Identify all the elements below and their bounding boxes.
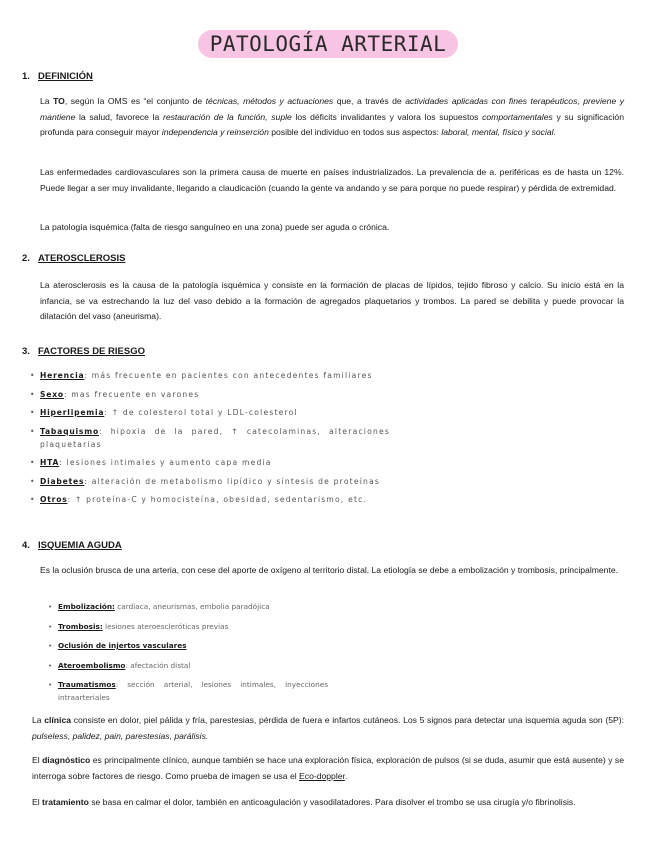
text-run: es principalmente clínico, aunque también se hace una exploración física, exploración de pulsos (si se duda, asumir que está ausente) y se interroga sobre factores de riesgo. Como prueba de imagen se usa el bbox=[32, 755, 624, 781]
italic-phrase: comportamentales bbox=[482, 111, 553, 122]
list-item bbox=[48, 620, 328, 633]
definicion-paragraph-1 bbox=[40, 94, 624, 141]
text-run: La bbox=[40, 96, 54, 106]
section-heading-aterosclerosis bbox=[22, 253, 125, 264]
page-title: PATOLOGÍA ARTERIAL bbox=[198, 30, 459, 58]
list-item-text: : ↑ de colesterol total y LDL-colesterol bbox=[104, 408, 298, 417]
section-number: 4. bbox=[22, 540, 30, 551]
section-number: 1. bbox=[22, 71, 30, 82]
list-item bbox=[48, 600, 328, 613]
section-number: 2. bbox=[22, 253, 30, 264]
bold-term: clínica bbox=[44, 715, 72, 725]
list-item-text: : hipoxia de la pared, ↑ catecolaminas, alteraciones plaquetarias bbox=[40, 426, 390, 449]
list-item-term: Sexo bbox=[40, 389, 64, 399]
list-item-text: lesiones ateroescleróticas previas bbox=[102, 621, 229, 631]
list-item-text: : mas frecuente en varones bbox=[63, 389, 200, 399]
text-run: , según la OMS es “el conjunto de bbox=[64, 96, 206, 106]
list-item bbox=[30, 456, 390, 469]
section-title: DEFINICIÓN bbox=[38, 71, 93, 82]
list-item-term: HTA bbox=[40, 458, 60, 467]
text-run: La bbox=[32, 715, 45, 725]
section-number: 3. bbox=[22, 346, 30, 357]
definicion-paragraph-2: Las enfermedades cardiovasculares son la primera causa de muerte en países industrializados. La prevalencia de a. periféricas es de hasta un 12%. Puede llegar a ser muy invalidante, llegando a claudicación (cuando la gente va andando y se para porque no puede respirar) y pérdida de extremidad. bbox=[40, 167, 624, 193]
list-item-term: Tabaquismo bbox=[40, 426, 99, 436]
list-item-term: Oclusión de injertos vasculares bbox=[58, 641, 187, 650]
bold-term: TO bbox=[53, 96, 65, 106]
aterosclerosis-paragraph: La aterosclerosis es la causa de la patología isquémica y consiste en la formación de placas de lípidos, tejido fibroso y calcio. Su inicio está en la infancia, se va estrechando la luz del vaso debido a la formación de agregados plaquetarios y trombos. La pared se debilita y puede provocar la dilatación del vaso (aneurisma). bbox=[40, 280, 624, 321]
italic-phrase: actividades aplicadas con fines terapéuticos, previene y mantiene bbox=[40, 96, 625, 122]
text-run: y su significación profunda para conseguir mayor bbox=[40, 111, 624, 137]
list-item bbox=[30, 493, 390, 506]
list-item-text: cardiaca, aneurismas, embolia paradójica bbox=[114, 602, 270, 611]
bold-term: tratamiento bbox=[42, 797, 89, 807]
list-item-text: : lesiones intimales y aumento capa media bbox=[59, 458, 272, 467]
underlined-term: Eco-doppler bbox=[299, 770, 345, 781]
definicion-paragraph-3: La patología isquémica (falta de riesgo sanguíneo en una zona) puede ser aguda o crónica. bbox=[40, 222, 390, 232]
list-item bbox=[30, 406, 390, 419]
italic-phrase: pulseless, palidez, pain, parestesias, parálisis. bbox=[32, 730, 209, 741]
tratamiento-paragraph bbox=[32, 795, 624, 811]
text-run: posible del individuo en todos sus aspectos: bbox=[268, 127, 442, 137]
list-item-text: : afectación distal bbox=[125, 660, 191, 670]
clinica-paragraph bbox=[32, 713, 624, 744]
title-banner bbox=[0, 30, 656, 58]
isquemia-paragraph-1: Es la oclusión brusca de una arteria, con cese del aporte de oxígeno al territorio distal. La etiología se debe a embolización y trombosis, principalmente. bbox=[40, 565, 619, 575]
list-item bbox=[30, 475, 390, 488]
text-run: . bbox=[344, 770, 348, 781]
list-item-term: Otros bbox=[40, 495, 68, 504]
etiology-list bbox=[48, 600, 328, 711]
italic-phrase: técnicas, métodos y actuaciones bbox=[205, 96, 334, 106]
list-item-term: Hiperlipemia bbox=[40, 408, 105, 417]
italic-phrase: independencia y reinserción bbox=[161, 127, 269, 137]
list-item-term: Embolización: bbox=[58, 602, 115, 611]
risk-factor-list bbox=[30, 369, 390, 512]
bold-term: diagnóstico bbox=[42, 755, 91, 765]
text-run: El bbox=[32, 797, 43, 807]
list-item-text: : alteración de metabolismo lipídico y síntesis de proteínas bbox=[84, 476, 381, 486]
list-item-text: : sección arterial, lesiones intimales, inyecciones intraarteriales bbox=[58, 680, 328, 702]
list-item bbox=[30, 388, 390, 401]
text-run: consiste en dolor, piel pálida y fría, parestesias, pérdida de fuera e infartos cutáneos. Los 5 signos para detectar una isquemia aguda son (5P): bbox=[71, 715, 624, 725]
section-title: ATEROSCLEROSIS bbox=[38, 253, 126, 264]
text-run: que, a través de bbox=[333, 96, 406, 106]
list-item bbox=[48, 659, 328, 672]
list-item-term: Trombosis: bbox=[58, 621, 103, 631]
text-run: El bbox=[32, 755, 43, 765]
section-title: FACTORES DE RIESGO bbox=[38, 346, 145, 357]
list-item-term: Diabetes bbox=[40, 476, 85, 486]
text-run: los déficits invalidantes y valora los supuestos bbox=[291, 111, 483, 122]
list-item-term: Herencia bbox=[40, 371, 85, 380]
list-item bbox=[48, 639, 328, 652]
italic-phrase: laboral, mental, físico y social. bbox=[441, 127, 556, 137]
section-title: ISQUEMIA AGUDA bbox=[38, 540, 122, 551]
list-item bbox=[30, 369, 390, 382]
list-item-term: Ateroembolismo bbox=[58, 660, 126, 670]
section-heading-factores bbox=[22, 346, 145, 357]
list-item-term: Traumatismos bbox=[58, 680, 116, 689]
list-item bbox=[30, 425, 390, 451]
list-item-text: : ↑ proteína-C y homocisteína, obesidad, sedentarismo, etc. bbox=[67, 495, 368, 504]
italic-phrase: restauración de la función, suple bbox=[162, 111, 292, 122]
section-heading-isquemia bbox=[22, 540, 122, 551]
text-run: se basa en calmar el dolor, también en anticoagulación y vasodilatadores. Para disolver el trombo se usa cirugía y/o fibrinolisis. bbox=[88, 797, 576, 807]
diagnostico-paragraph bbox=[32, 753, 624, 784]
section-heading-definicion bbox=[22, 71, 93, 82]
list-item bbox=[48, 678, 328, 704]
text-run: la salud, favorece la bbox=[75, 111, 163, 122]
list-item-text: : más frecuente en pacientes con antecedentes familiares bbox=[84, 371, 373, 380]
